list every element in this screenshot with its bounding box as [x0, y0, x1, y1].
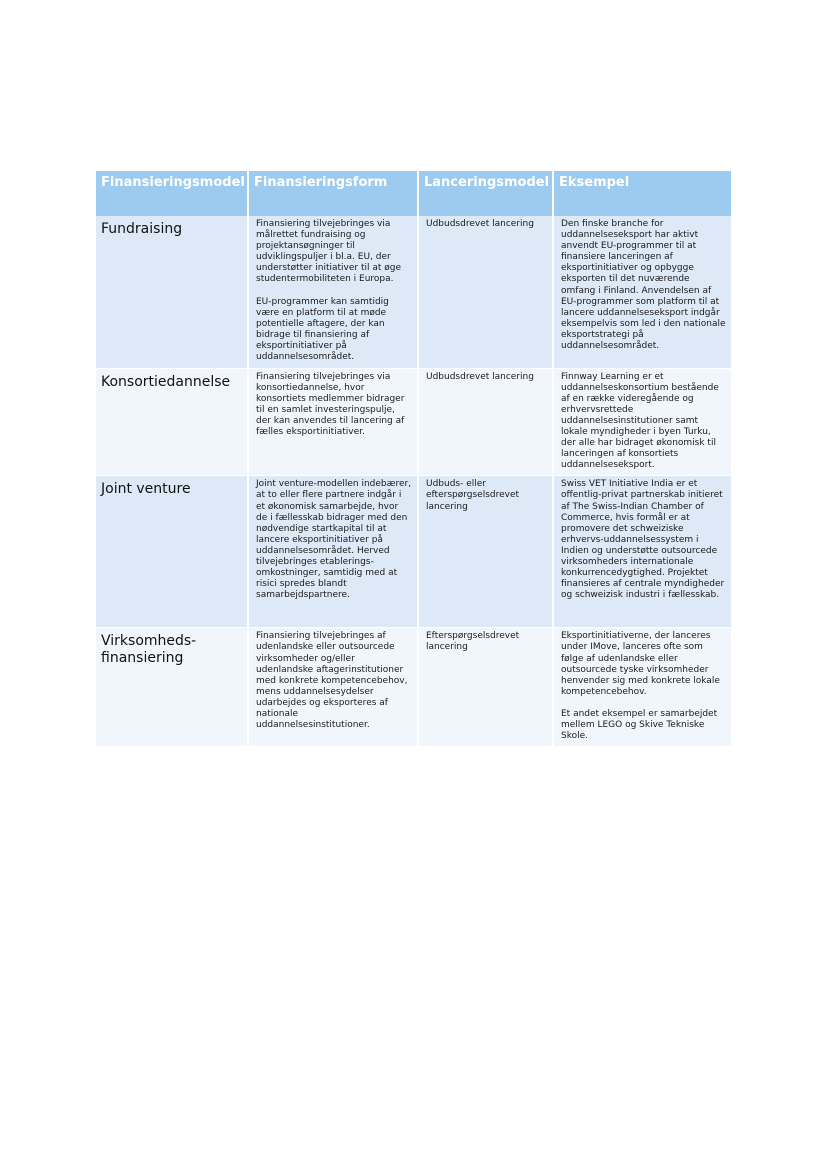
cell-form: [248, 368, 418, 476]
cell-launch: Udbudsdrevet lancering: [418, 216, 553, 368]
cell-model: Virksomheds-finansiering: [96, 628, 248, 747]
cell-example: [553, 216, 731, 368]
cell-form: [248, 216, 418, 368]
cell-launch: Udbuds- eller efterspørgselsdrevet lancering: [418, 476, 553, 628]
paragraph: Den finske branche for uddannelseseksport har aktivt anvendt EU-programmer til at finansiere lanceringen af eksportinitiativer og opbygge eksporten til det nuværende omfang i Finland. Anvendelsen af EU-programmer som platform til at lancere uddannelseseksport indgår eksempelvis som led i den nationale eksportstrategi på uddannelsesområdet.: [561, 219, 726, 352]
table-row: [96, 628, 731, 747]
table-row: [96, 368, 731, 476]
paragraph: Finansiering tilvejebringes via konsortiedannelse, hvor konsortiets medlemmer bidrager til en samlet investeringspulje, der kan anvendes til lancering af fælles eksportinitiativer.: [256, 371, 405, 437]
paragraph: Finansiering tilvejebringes af udenlandske eller outsourcede virksomheder og/eller udenlandske aftagerinstitutioner med konkrete kompetencebehov, mens uddannelsesydelser udarbejdes og eksporteres af nationale uddannelsesinstitutioner.: [256, 631, 408, 731]
header-financing-model: Finansieringsmodel: [96, 171, 248, 216]
table-row: [96, 476, 731, 628]
financing-models-table: [96, 171, 731, 747]
cell-model: Konsortiedannelse: [96, 368, 248, 476]
table-row: [96, 216, 731, 368]
paragraph: Finansiering tilvejebringes via målrettet fundraising og projektansøgninger til udviklingspuljer i bl.a. EU, der understøtter initiativer til at øge studentermobiliteten i Europa.: [256, 219, 401, 285]
paragraph: Eksportinitiativerne, der lanceres under IMove, lanceres ofte som følge af udenlandske eller outsourcede tyske virksomheder henvender sig med konkrete lokale kompetencebehov.: [561, 631, 720, 697]
header-launch-model: Lanceringsmodel: [418, 171, 553, 216]
cell-model: Fundraising: [96, 216, 248, 368]
header-example: Eksempel: [553, 171, 731, 216]
header-financing-form: Finansieringsform: [248, 171, 418, 216]
paragraph: Swiss VET Initiative India er et offentlig-privat partnerskab initieret af The Swiss-Indian Chamber of Commerce, hvis formål er at promovere det schweiziske erhvervs-uddannelsessystem i Indien og understøtte outsourcede virksomheders internationale konkurrencedygtighed. Projektet finansieres af centrale myndigheder og schweizisk industri i fællesskab.: [561, 479, 725, 601]
paragraph: Et andet eksempel er samarbejdet mellem LEGO og Skive Tekniske Skole.: [561, 708, 718, 742]
cell-example: [553, 476, 731, 628]
cell-example: [553, 628, 731, 747]
cell-model: Joint venture: [96, 476, 248, 628]
cell-launch: Udbudsdrevet lancering: [418, 368, 553, 476]
cell-launch: Efterspørgselsdrevet lancering: [418, 628, 553, 747]
paragraph: Joint venture-modellen indebærer, at to eller flere partnere indgår i et økonomisk samarbejde, hvor de i fællesskab bidrager med den nødvendige startkapital til at lancere eksportinitiativer på uddannelsesområdet. Herved tilvejebringes etablerings-omkostninger, samtidig med at risici spredes blandt samarbejdspartnere.: [256, 479, 412, 601]
cell-form: [248, 628, 418, 747]
cell-example: [553, 368, 731, 476]
table-header-row: [96, 171, 731, 216]
paragraph: EU-programmer kan samtidig være en platform til at møde potentielle aftagere, der kan bidrage til finansiering af eksportinitiativer på uddannelsesområdet.: [256, 296, 389, 363]
cell-form: [248, 476, 418, 628]
paragraph: Finnway Learning er et uddannelseskonsortium bestående af en række videregående og erhvervsrettede uddannelsesinstitutioner samt lokale myndigheder i byen Turku, der alle har bidraget økonomisk til lanceringen af konsortiets uddannelseseksport.: [561, 371, 719, 471]
